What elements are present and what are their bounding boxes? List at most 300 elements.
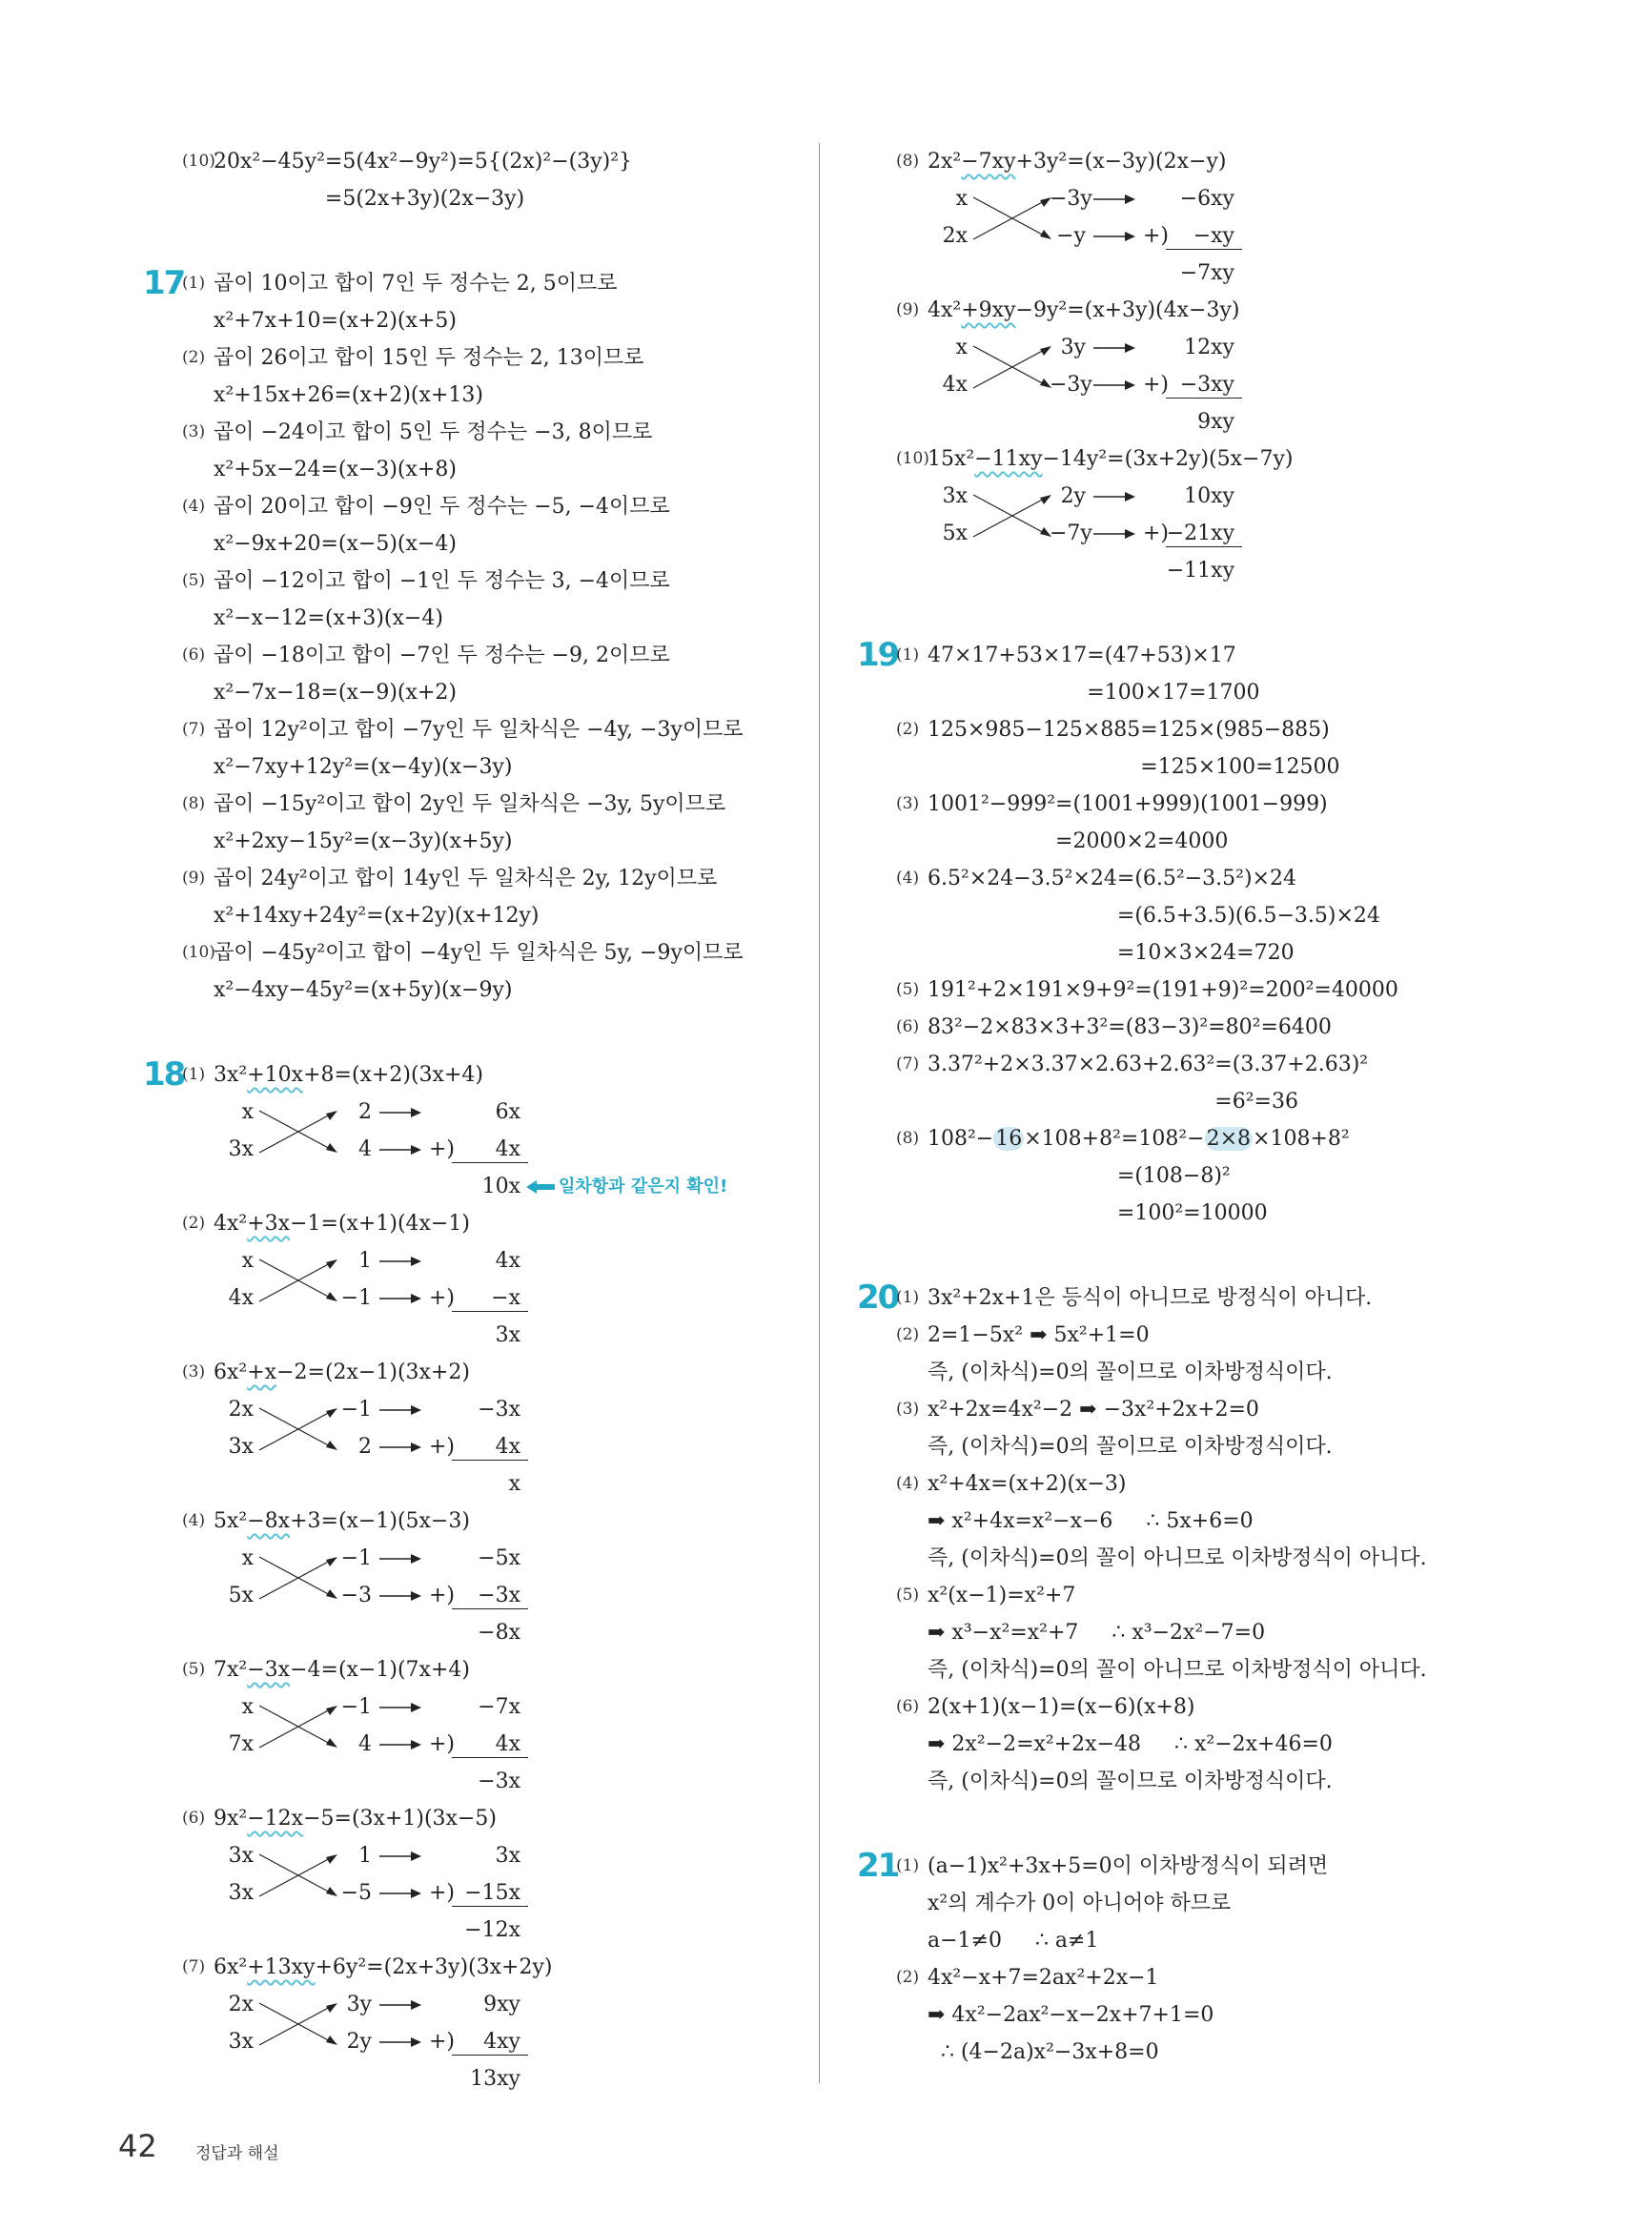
middle-term-mark: −12x [247, 1807, 304, 1831]
highlighted-term: 2×8 [1206, 1127, 1252, 1151]
answer-line: 곱이 −18이고 합이 −7인 두 정수는 −9, 2이므로 [214, 644, 670, 667]
answer-line: 3.37²+2×3.37×2.63+2.63²=(3.37+2.63)² [928, 1053, 1369, 1076]
answer-line: =125×100=12500 [1140, 755, 1340, 779]
answer-line: =(108−8)² [1116, 1164, 1231, 1188]
expression-text: −5=(3x+1)(3x−5) [303, 1807, 497, 1831]
answer-line: x²−7xy+12y²=(x−4y)(x−3y) [214, 755, 513, 779]
answer-line: 즉, (이차식)=0의 꼴이 아니므로 이차방정식이 아니다. [928, 1658, 1427, 1682]
sub-problem-label: (6) [896, 1017, 920, 1036]
sub-problem-label: (5) [182, 571, 206, 590]
right-arrow-icon [1093, 342, 1135, 354]
right-column [857, 143, 1620, 2071]
product-term: −3xy [1179, 373, 1234, 397]
answer-line: 4x²−x+7=2ax²+2x−1 [928, 1966, 1159, 1990]
section-17 [143, 265, 791, 1009]
product-term: 4x [495, 1732, 520, 1756]
answer-line: 곱이 24y²이고 합이 14y인 두 일차식은 2y, 12y이므로 [214, 867, 718, 890]
expression-text: −9y²=(x+3y)(4x−3y) [1015, 298, 1240, 322]
plus-sign: +) [1143, 373, 1170, 397]
sub-problem-label: (4) [896, 1474, 920, 1493]
answer-line [214, 1949, 791, 1986]
plus-sign: +) [429, 1137, 456, 1161]
answer-line: 2=1−5x² ➡ 5x²+1=0 [928, 1323, 1150, 1347]
answer-line: 20x²−45y²=5(4x²−9y²)=5{(2x)²−(3y)²} [214, 150, 633, 174]
sub-problem-label: (5) [182, 1660, 206, 1679]
sub-problem [896, 1317, 1620, 1391]
answer-line: ➡ x²+4x=x²−x−6 ∴ 5x+6=0 [928, 1509, 1254, 1533]
left-factor: 3x [942, 484, 968, 508]
cross-multiplication-diagram [214, 1242, 785, 1354]
right-arrow-icon [1093, 231, 1135, 242]
expression-text: 15x² [928, 447, 975, 471]
answer-line [214, 1800, 791, 1837]
answer-line [214, 1503, 791, 1540]
expression-text: 5x² [214, 1509, 248, 1533]
sum-term: −12x [464, 1918, 520, 1942]
left-factor: 2x [228, 1398, 254, 1422]
answer-line: ➡ x³−x²=x²+7 ∴ x³−2x²−7=0 [928, 1621, 1266, 1645]
sum-underline [452, 1311, 528, 1312]
sub-problem-label: (4) [182, 1511, 206, 1530]
plus-sign: +) [429, 1584, 456, 1607]
answer-line: x²+4x=(x+2)(x−3) [928, 1472, 1127, 1496]
left-factor: 3x [228, 2030, 254, 2054]
right-factor: −1 [340, 1695, 372, 1719]
answer-line: 3x²+2x+1은 등식이 아니므로 방정식이 아니다. [928, 1286, 1373, 1310]
cross-arrows-icon [257, 1849, 339, 1902]
answer-line: =5(2x+3y)(2x−3y) [324, 187, 525, 211]
left-factor: x [955, 187, 968, 211]
answer-line: 6.5²×24−3.5²×24=(6.5²−3.5²)×24 [928, 867, 1296, 890]
answer-line: 83²−2×83×3+3²=(83−3)²=80²=6400 [928, 1015, 1332, 1039]
sub-problem [182, 1205, 791, 1354]
right-arrow-icon [379, 1256, 421, 1267]
answer-line: x²−9x+20=(x−5)(x−4) [214, 532, 457, 556]
right-arrow-icon [379, 1404, 421, 1416]
answer-line [214, 1205, 791, 1242]
middle-term-mark: +9xy [961, 298, 1016, 322]
sub-problem [896, 440, 1620, 589]
answer-line: 125×985−125×885=125×(985−885) [928, 718, 1330, 742]
sub-problem [182, 786, 791, 860]
answer-line [214, 1651, 791, 1688]
problem-number: 17 [143, 264, 185, 302]
sum-underline [452, 2055, 528, 2056]
answer-line: =10×3×24=720 [1116, 941, 1295, 965]
sub-problem [896, 1391, 1620, 1465]
section-18 [143, 1056, 791, 2097]
sub-problem [182, 1949, 791, 2097]
expression-text: 3x² [214, 1063, 248, 1087]
sub-problem-label: (4) [896, 869, 920, 888]
cross-multiplication-diagram [214, 1094, 785, 1205]
right-factor: −1 [340, 1398, 372, 1422]
sub-problem [896, 972, 1620, 1009]
middle-term-mark: +13xy [247, 1955, 316, 1979]
left-factor: 3x [228, 1881, 254, 1905]
cross-arrows-icon [257, 1402, 339, 1456]
middle-term-mark: −8x [247, 1509, 291, 1533]
expression-text: 108²− [928, 1127, 994, 1151]
right-arrow-icon [379, 1293, 421, 1304]
right-factor: 2y [346, 2030, 372, 2054]
sub-problem [182, 860, 791, 934]
sub-problem-label: (8) [896, 1129, 920, 1148]
right-factor: −3 [340, 1584, 372, 1607]
right-arrow-icon [1093, 379, 1135, 391]
answer-line [928, 1120, 1620, 1157]
expression-text: 4x² [214, 1212, 248, 1236]
right-arrow-icon [379, 1739, 421, 1750]
sum-underline [452, 1162, 528, 1163]
sub-problem [182, 1056, 791, 1205]
right-factor: −5 [340, 1881, 372, 1905]
expression-text: +6y²=(2x+3y)(3x+2y) [315, 1955, 553, 1979]
right-arrow-icon [379, 1888, 421, 1899]
plus-sign: +) [429, 1286, 456, 1310]
right-factor: −y [1056, 224, 1086, 248]
section-continued [143, 143, 791, 217]
answer-line: =100²=10000 [1116, 1201, 1268, 1225]
product-term: 6x [495, 1100, 520, 1124]
expression-text: +3y²=(x−3y)(2x−y) [1015, 150, 1227, 174]
expression-text: 9x² [214, 1807, 248, 1831]
expression-text: −1=(x+1)(4x−1) [290, 1212, 470, 1236]
answer-line: 47×17+53×17=(47+53)×17 [928, 644, 1236, 667]
product-term: −xy [1193, 224, 1234, 248]
middle-term-mark: −7xy [961, 150, 1016, 174]
sub-problem-label: (4) [182, 497, 206, 516]
answer-line [928, 440, 1620, 478]
right-factor: −1 [340, 1286, 372, 1310]
cross-multiplication-diagram [214, 1837, 785, 1949]
sum-term: 10x [481, 1175, 520, 1198]
problem-number: 18 [143, 1055, 185, 1094]
sub-problem-label: (2) [896, 720, 920, 739]
sub-problem [896, 786, 1620, 860]
answer-line: =6²=36 [1214, 1090, 1298, 1114]
expression-text: 6x² [214, 1955, 248, 1979]
answer-line: 1001²−999²=(1001+999)(1001−999) [928, 792, 1328, 816]
right-factor: 1 [358, 1844, 372, 1868]
sum-term: 3x [495, 1323, 520, 1347]
sum-underline [1166, 398, 1242, 399]
product-term: 12xy [1184, 336, 1234, 359]
right-arrow-icon [1093, 194, 1135, 205]
cross-multiplication-diagram [928, 478, 1499, 589]
answer-line: 곱이 −15y²이고 합이 2y인 두 일차식은 −3y, 5y이므로 [214, 792, 726, 816]
answer-line: 곱이 12y²이고 합이 −7y인 두 일차식은 −4y, −3y이므로 [214, 718, 744, 742]
sum-term: −3x [478, 1770, 520, 1793]
expression-text: −2=(2x−1)(3x+2) [276, 1361, 470, 1384]
answer-line: x²의 계수가 0이 아니어야 하므로 [928, 1892, 1232, 1915]
section-20 [857, 1279, 1620, 1800]
product-term: 4x [495, 1249, 520, 1273]
answer-line: ➡ 2x²−2=x²+2x−48 ∴ x²−2x+46=0 [928, 1732, 1333, 1756]
middle-term-mark: +10x [247, 1063, 304, 1087]
right-factor: 3y [1060, 336, 1086, 359]
answer-line: 곱이 −12이고 합이 −1인 두 정수는 3, −4이므로 [214, 569, 670, 593]
plus-sign: +) [429, 1881, 456, 1905]
product-term: −3x [478, 1398, 520, 1422]
sub-problem [896, 1465, 1620, 1577]
problem-number: 21 [857, 1847, 899, 1885]
left-factor: x [241, 1100, 254, 1124]
product-term: 3x [495, 1844, 520, 1868]
left-factor: 3x [228, 1844, 254, 1868]
left-factor: 2x [228, 1993, 254, 2016]
expression-text: 6x² [214, 1361, 248, 1384]
cross-arrows-icon [257, 1700, 339, 1753]
sub-problem-label: (2) [896, 1968, 920, 1987]
sub-problem-label: (6) [182, 1809, 206, 1828]
answer-line: ➡ 4x²−2ax²−x−2x+7+1=0 [928, 2003, 1214, 2027]
right-factor: 2y [1060, 484, 1086, 508]
sub-problem [896, 1279, 1620, 1317]
answer-line: x²−7x−18=(x−9)(x+2) [214, 681, 457, 705]
right-arrow-icon [1093, 528, 1135, 540]
footer-title: 정답과 해설 [195, 2144, 279, 2163]
answer-line: ∴ (4−2a)x²−3x+8=0 [928, 2040, 1159, 2064]
middle-term-mark: −3x [247, 1658, 291, 1682]
answer-line: x²(x−1)=x²+7 [928, 1584, 1076, 1607]
product-term: −3x [478, 1584, 520, 1607]
sub-problem [182, 265, 791, 339]
section-continued [857, 143, 1620, 589]
right-arrow-icon [379, 1442, 421, 1453]
right-factor: 4 [358, 1137, 372, 1161]
sum-underline [452, 1757, 528, 1758]
cross-arrows-icon [971, 340, 1053, 394]
sub-problem-label: (6) [182, 645, 206, 665]
sum-term: −11xy [1166, 559, 1234, 583]
right-arrow-icon [379, 1144, 421, 1156]
left-factor: x [955, 336, 968, 359]
right-arrow-icon [379, 1107, 421, 1118]
cross-multiplication-diagram [214, 1688, 785, 1800]
right-arrow-icon [379, 2036, 421, 2048]
right-factor: −3y [1050, 373, 1092, 397]
right-factor: 1 [358, 1249, 372, 1273]
answer-line: =2000×2=4000 [1055, 829, 1229, 853]
right-arrow-icon [379, 1590, 421, 1602]
answer-line: 곱이 −45y²이고 합이 −4y인 두 일차식은 5y, −9y이므로 [214, 941, 744, 965]
sub-problem-label: (5) [896, 980, 920, 999]
left-factor: 4x [228, 1286, 254, 1310]
left-column [143, 143, 791, 2097]
expression-text: ×108+8²=108²− [1024, 1127, 1205, 1151]
expression-text: −14y²=(3x+2y)(5x−7y) [1042, 447, 1294, 471]
answer-line [214, 1354, 791, 1391]
sub-problem [182, 488, 791, 563]
sum-underline [452, 1608, 528, 1609]
left-factor: 7x [228, 1732, 254, 1756]
sub-problem-label: (1) [182, 274, 206, 293]
sub-problem-label: (3) [896, 794, 920, 813]
expression-text: 7x² [214, 1658, 248, 1682]
left-factor: 3x [228, 1435, 254, 1459]
cross-arrows-icon [257, 1105, 339, 1158]
answer-line: 즉, (이차식)=0의 꼴이 아니므로 이차방정식이 아니다. [928, 1546, 1427, 1570]
sum-term: 13xy [470, 2067, 520, 2091]
sub-problem-label: (9) [182, 869, 206, 888]
left-factor: x [241, 1695, 254, 1719]
answer-line: x²+14xy+24y²=(x+2y)(x+12y) [214, 904, 540, 928]
middle-term-mark: +x [247, 1361, 277, 1384]
sub-problem [896, 143, 1620, 292]
cross-multiplication-diagram [928, 180, 1499, 292]
left-factor: 4x [942, 373, 968, 397]
sub-problem [896, 1848, 1620, 1959]
answer-line: x²+2xy−15y²=(x−3y)(x+5y) [214, 829, 513, 853]
product-term: 4xy [483, 2030, 520, 2054]
sum-term: −8x [478, 1621, 520, 1645]
section-19 [857, 637, 1620, 1232]
middle-term-mark: +3x [247, 1212, 291, 1236]
sub-problem [182, 1354, 791, 1503]
middle-term-mark: −11xy [974, 447, 1043, 471]
sub-problem-label: (10) [182, 943, 215, 962]
left-factor: x [241, 1546, 254, 1570]
expression-text: ×108+8² [1253, 1127, 1350, 1151]
expression-text: +8=(x+2)(3x+4) [303, 1063, 483, 1087]
sub-problem-label: (6) [896, 1697, 920, 1716]
answer-line: x²−x−12=(x+3)(x−4) [214, 606, 443, 630]
plus-sign: +) [1143, 522, 1170, 545]
cross-arrows-icon [257, 1254, 339, 1307]
sub-problem-label: (5) [896, 1586, 920, 1605]
sum-term: x [508, 1472, 520, 1496]
sub-problem [896, 1577, 1620, 1688]
sub-problem [896, 637, 1620, 711]
plus-sign: +) [429, 2030, 456, 2054]
sum-underline [1166, 249, 1242, 250]
cross-multiplication-diagram [214, 1986, 785, 2097]
sub-problem-label: (2) [182, 348, 206, 367]
answer-line [928, 292, 1620, 329]
answer-line: x²+15x+26=(x+2)(x+13) [214, 383, 483, 407]
right-arrow-icon [379, 1851, 421, 1862]
right-factor: 3y [346, 1993, 372, 2016]
sub-problem [896, 1009, 1620, 1046]
product-term: −21xy [1166, 522, 1234, 545]
answer-line: x²+2x=4x²−2 ➡ −3x²+2x+2=0 [928, 1398, 1259, 1422]
sum-term: −7xy [1179, 261, 1234, 285]
answer-line: =100×17=1700 [1087, 681, 1260, 705]
sub-problem [182, 563, 791, 637]
answer-line: a−1≠0 ∴ a≠1 [928, 1929, 1099, 1953]
sub-problem-label: (1) [896, 1856, 920, 1875]
page-number: 42 [118, 2128, 157, 2164]
left-factor: 2x [942, 224, 968, 248]
sum-term: 9xy [1197, 410, 1234, 434]
answer-line: x²+5x−24=(x−3)(x+8) [214, 458, 457, 481]
answer-line: 곱이 10이고 합이 7인 두 정수는 2, 5이므로 [214, 272, 618, 296]
answer-line: 즉, (이차식)=0의 꼴이므로 이차방정식이다. [928, 1435, 1333, 1459]
product-term: −5x [478, 1546, 520, 1570]
sub-problem-label: (7) [182, 1957, 206, 1976]
highlighted-term: 16 [995, 1127, 1023, 1151]
product-term: 10xy [1184, 484, 1234, 508]
sub-problem [896, 711, 1620, 786]
sub-problem-label: (8) [896, 152, 920, 171]
cross-multiplication-diagram [214, 1391, 785, 1503]
answer-line: 곱이 20이고 합이 −9인 두 정수는 −5, −4이므로 [214, 495, 670, 519]
product-term: −15x [464, 1881, 520, 1905]
answer-line: x²−4xy−45y²=(x+5y)(x−9y) [214, 978, 513, 1002]
sub-problem-label: (10) [182, 152, 215, 171]
sub-problem [896, 860, 1620, 972]
sub-problem-label: (3) [896, 1400, 920, 1419]
answer-line: 191²+2×191×9+9²=(191+9)²=200²=40000 [928, 978, 1398, 1002]
plus-sign: +) [1143, 224, 1170, 248]
sub-problem-label: (3) [182, 1362, 206, 1381]
right-factor: 2 [358, 1435, 372, 1459]
sub-problem-label: (10) [896, 449, 929, 468]
problem-number: 20 [857, 1279, 899, 1317]
sub-problem [896, 1688, 1620, 1800]
answer-line [214, 1056, 791, 1094]
sum-underline [452, 1460, 528, 1461]
sum-underline [452, 1906, 528, 1907]
right-arrow-icon [379, 1553, 421, 1565]
cross-arrows-icon [971, 192, 1053, 245]
answer-line [928, 143, 1620, 180]
sub-problem [182, 1503, 791, 1651]
cross-arrows-icon [257, 1997, 339, 2051]
sum-underline [1166, 546, 1242, 547]
left-factor: 5x [942, 522, 968, 545]
left-factor: 5x [228, 1584, 254, 1607]
answer-line: 즉, (이차식)=0의 꼴이므로 이차방정식이다. [928, 1361, 1333, 1384]
answer-line: =(6.5+3.5)(6.5−3.5)×24 [1116, 904, 1380, 928]
sub-problem [182, 414, 791, 488]
sub-problem [896, 292, 1620, 440]
expression-text: 2x² [928, 150, 962, 174]
expression-text: −4=(x−1)(7x+4) [290, 1658, 470, 1682]
sub-problem-label: (8) [182, 794, 206, 813]
sub-problem-label: (7) [182, 720, 206, 739]
left-factor: 3x [228, 1137, 254, 1161]
plus-sign: +) [429, 1435, 456, 1459]
expression-text: +3=(x−1)(5x−3) [290, 1509, 470, 1533]
sub-problem [896, 1120, 1620, 1232]
sub-problem-label: (2) [182, 1214, 206, 1233]
product-term: −6xy [1179, 187, 1234, 211]
sub-problem [182, 711, 791, 786]
cross-multiplication-diagram [214, 1540, 785, 1651]
sub-problem-label: (1) [896, 1288, 920, 1307]
answer-line: x²+7x+10=(x+2)(x+5) [214, 309, 457, 333]
sub-problem [182, 339, 791, 414]
left-factor: x [241, 1249, 254, 1273]
sub-problem [182, 934, 791, 1009]
sub-problem-label: (3) [182, 422, 206, 441]
sub-problem [182, 143, 791, 217]
product-term: 4x [495, 1435, 520, 1459]
sub-problem [182, 637, 791, 711]
sub-problem [896, 1046, 1620, 1120]
sub-problem-label: (1) [896, 645, 920, 665]
right-factor: −7y [1050, 522, 1092, 545]
right-arrow-icon [379, 1702, 421, 1713]
sub-problem-label: (1) [182, 1065, 206, 1084]
sub-problem [182, 1651, 791, 1800]
right-factor: 4 [358, 1732, 372, 1756]
cross-multiplication-diagram [928, 329, 1499, 440]
section-21 [857, 1848, 1620, 2071]
right-arrow-icon [1093, 491, 1135, 502]
